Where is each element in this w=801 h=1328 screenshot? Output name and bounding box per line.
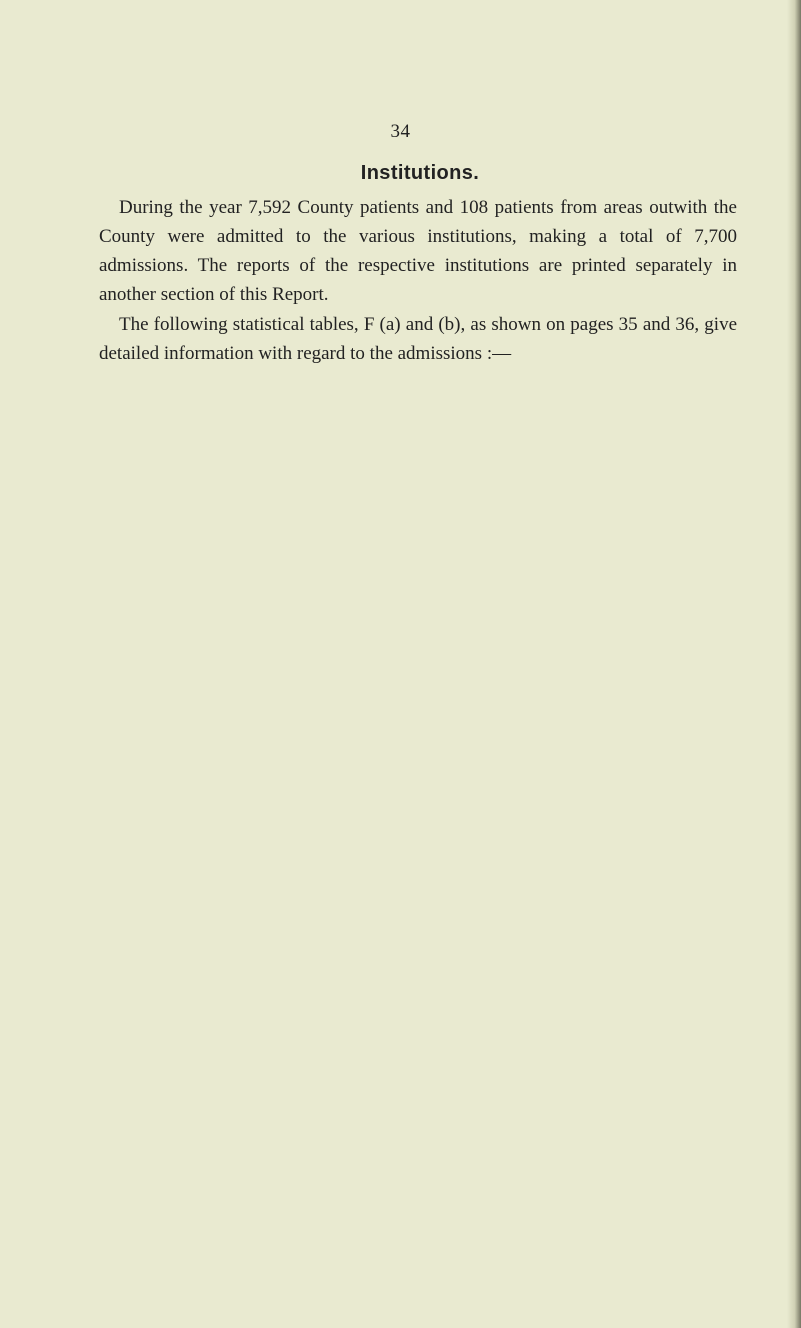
section-heading: Institutions. — [360, 162, 480, 184]
page-edge-shadow — [787, 0, 801, 1328]
page-number: 34 — [390, 121, 411, 142]
paragraph-statistical-tables: The following statistical tables, F (a) and (b), as shown on pages 35 and 36, give detailed information with regard to the admissions :— — [99, 314, 737, 364]
paragraph-admissions: During the year 7,592 County patients and 108 patients from areas outwith the County were admitted to the various institutions, making a total of 7,700 admissions. The reports of the respective institutions are printed separately in another section of this Report. — [99, 197, 737, 305]
